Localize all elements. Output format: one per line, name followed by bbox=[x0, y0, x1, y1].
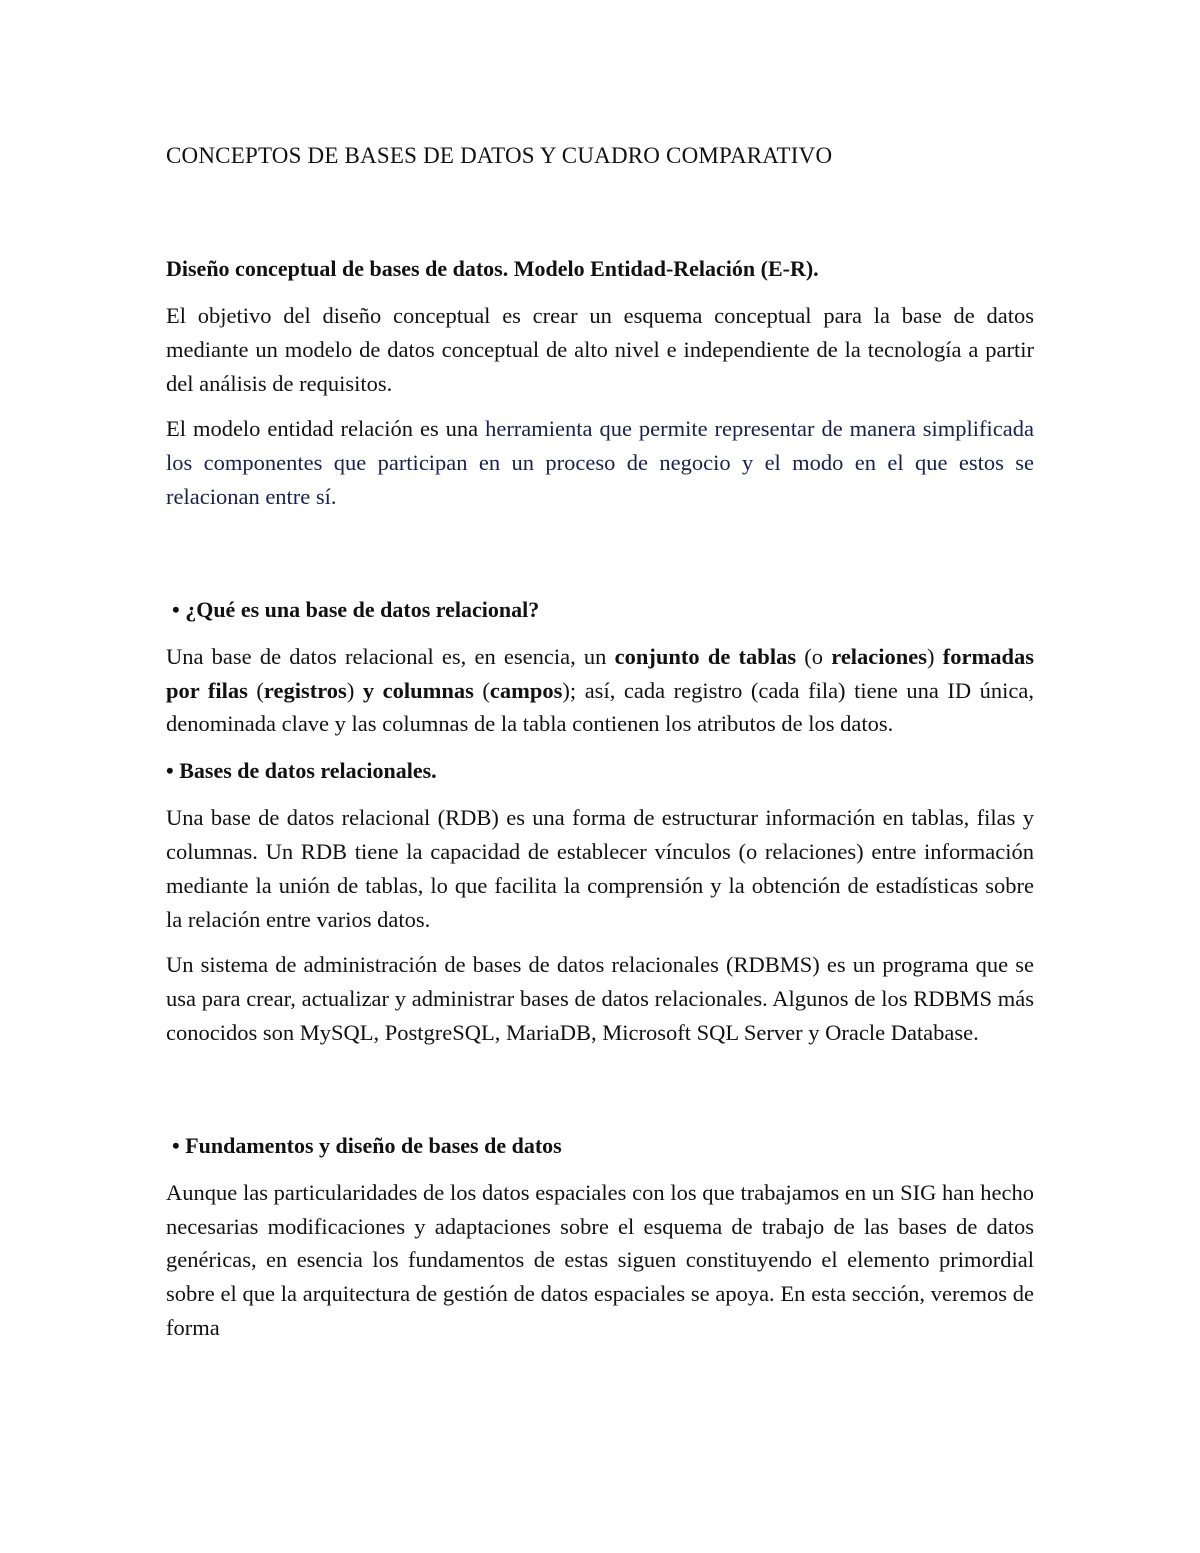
text-run: ( bbox=[473, 677, 490, 703]
section-heading-er-model: Diseño conceptual de bases de datos. Modelo Entidad-Relación (E-R). bbox=[166, 256, 819, 281]
bold-run: conjunto de tablas bbox=[614, 643, 797, 669]
paragraph-rdb-definition: Una base de datos relacional (RDB) es una forma de estructurar información en tablas, filas y columnas. Un RDB tiene la capacidad de establecer vínculos (o relaciones) entre información mediante la unión de tablas, lo que facilita la comprensión y la obtención de estadísticas sobre la relación entre varios datos. bbox=[166, 805, 1034, 932]
paragraph-relational-db-definition bbox=[166, 640, 1034, 741]
paragraph-conceptual-design: El objetivo del diseño conceptual es crear un esquema conceptual para la base de datos mediante un modelo de datos conceptual de alto nivel e independiente de la tecnología a partir del análisis de requisitos. bbox=[166, 303, 1034, 396]
document-body bbox=[166, 136, 1034, 1345]
text-run: (o bbox=[796, 643, 832, 669]
document-title: CONCEPTOS DE BASES DE DATOS Y CUADRO COMPARATIVO bbox=[166, 143, 833, 168]
bold-run: y columnas bbox=[362, 677, 474, 703]
bold-run: registros bbox=[263, 677, 347, 703]
bold-run: campos bbox=[489, 677, 563, 703]
section-heading-fundamentals: • Fundamentos y diseño de bases de datos bbox=[172, 1132, 562, 1158]
section-heading-relational-db-question: • ¿Qué es una base de datos relacional? bbox=[172, 596, 540, 622]
paragraph-rdbms: Un sistema de administración de bases de datos relacionales (RDBMS) es un programa que se usa para crear, actualizar y administrar bases de datos relacionales. Algunos de los RDBMS más conocidos son MySQL, PostgreSQL, MariaDB, Microsoft SQL Server y Oracle Database. bbox=[166, 952, 1034, 1045]
bold-run: relaciones bbox=[831, 643, 928, 669]
text-run: ) bbox=[346, 677, 363, 703]
paragraph-er-model-part-1: El modelo entidad relación es una bbox=[166, 416, 486, 442]
paragraph-fundamentals: Aunque las particularidades de los datos espaciales con los que trabajamos en un SIG han hecho necesarias modificaciones y adaptaciones sobre el esquema de trabajo de las bases de datos genéricas, en esencia los fundamentos de estas siguen constituyendo el elemento primordial sobre el que la arquitectura de gestión de datos espaciales se apoya. En esta sección, veremos de forma bbox=[166, 1179, 1034, 1340]
text-run: ) bbox=[927, 643, 943, 669]
paragraph-er-model bbox=[166, 412, 1034, 513]
text-run: ( bbox=[247, 677, 264, 703]
section-heading-relational-databases: • Bases de datos relacionales. bbox=[166, 758, 437, 784]
paragraph-er-model-part-2: herramienta que permite representar de manera simplificada los componentes que participan en un proceso de negocio y el modo en el que estos se relacionan entre sí. bbox=[166, 416, 1034, 509]
text-run: ); así, cada registro (cada fila) tiene una ID única, denominada clave y las columnas de la tabla contienen los atributos de los datos. bbox=[166, 677, 1034, 737]
bold-run: formadas por filas bbox=[166, 643, 1034, 703]
text-run: Una base de datos relacional es, en esencia, un bbox=[166, 643, 615, 669]
